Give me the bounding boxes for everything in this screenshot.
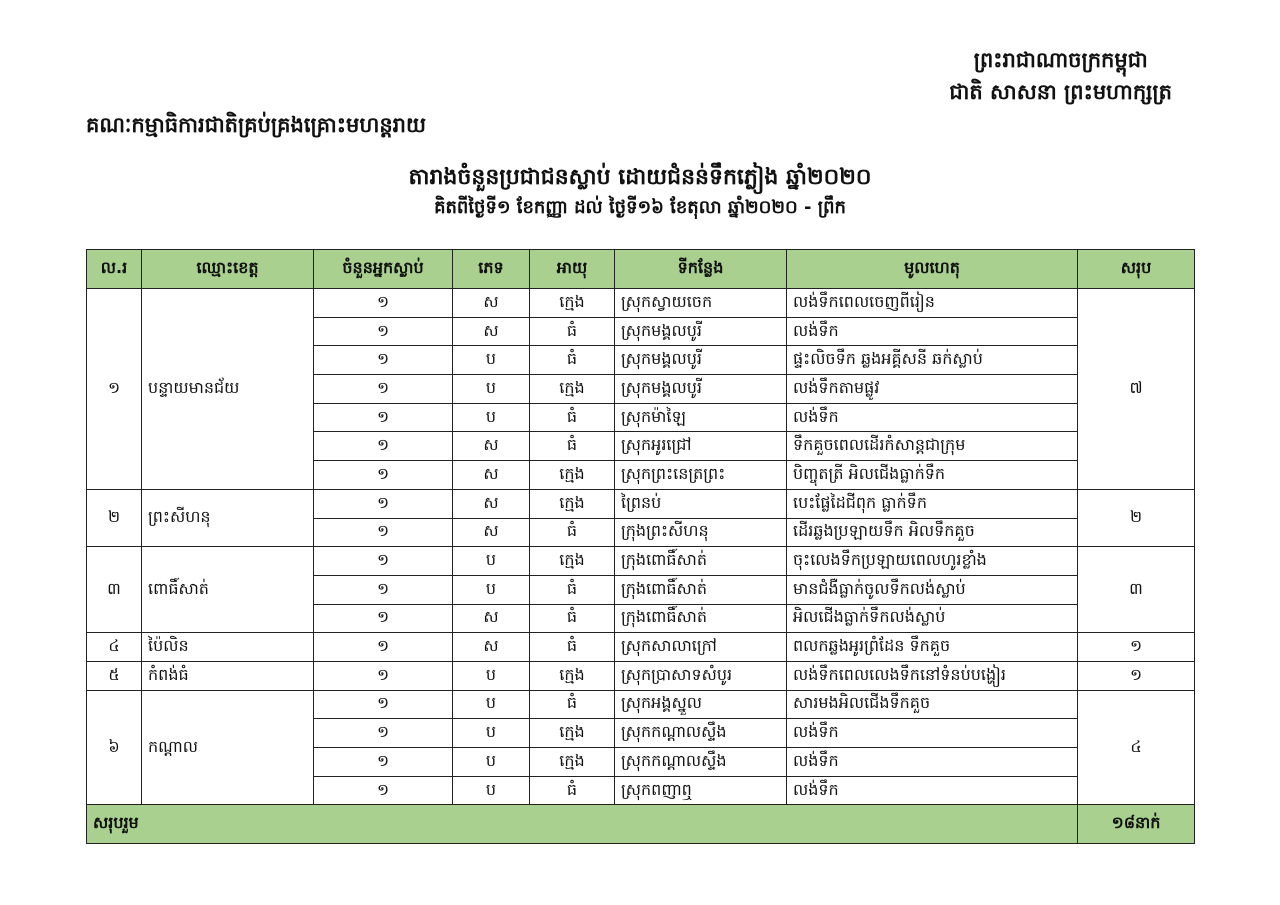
cell-cause: លង់ទឹក [787, 719, 1078, 748]
cell-province: ពោធិ៍សាត់ [142, 547, 314, 633]
cell-age: ក្មេង [530, 375, 615, 404]
col-header-sex: ភេទ [453, 250, 530, 289]
cell-place: ស្រុកពញាឮ [615, 776, 787, 805]
cell-sex: ស [453, 289, 530, 318]
cell-age: ធំ [530, 346, 615, 375]
cell-place: ស្រុកព្រះនេត្រព្រះ [615, 461, 787, 490]
cell-no: ៦ [87, 690, 142, 805]
cell-province: ព្រះសីហនុ [142, 489, 314, 546]
cell-deaths: ១ [314, 575, 453, 604]
cell-age: ក្មេង [530, 289, 615, 318]
col-header-cause: មូលហេតុ [787, 250, 1078, 289]
title-block [0, 162, 1280, 222]
cell-cause: លង់ទឹកពេលលេងទឹកនៅទំនប់បង្ហៀរ [787, 661, 1078, 690]
cell-cause: លង់ទឹក [787, 317, 1078, 346]
cell-age: ធំ [530, 432, 615, 461]
cell-province-total: ១ [1078, 633, 1195, 662]
cell-cause: ទឹកគួចពេលដើរកំសាន្តជាក្រុម [787, 432, 1078, 461]
cell-no: ៤ [87, 633, 142, 662]
casualty-table [86, 249, 1195, 844]
cell-place: ស្រុកកណ្តាលស្ទឹង [615, 719, 787, 748]
kingdom-motto [949, 44, 1172, 108]
cell-place: ក្រុងពោធិ៍សាត់ [615, 547, 787, 576]
cell-age: ធំ [530, 776, 615, 805]
cell-sex: ប [453, 403, 530, 432]
cell-cause: មានជំងឺធ្លាក់ចូលទឹកលង់ស្លាប់ [787, 575, 1078, 604]
cell-sex: ស [453, 317, 530, 346]
cell-province-total: ៣ [1078, 547, 1195, 633]
cell-deaths: ១ [314, 719, 453, 748]
cell-place: ស្រុកមង្គលបូរី [615, 346, 787, 375]
cell-sex: ប [453, 719, 530, 748]
table-row [87, 547, 1195, 576]
grand-total-label: សរុបរួម [87, 805, 1078, 844]
cell-sex: ប [453, 575, 530, 604]
kingdom-line-1: ព្រះរាជាណាចក្រកម្ពុជា [973, 48, 1148, 72]
cell-age: ធំ [530, 633, 615, 662]
cell-cause: អិលជើងធ្លាក់ទឹកលង់ស្លាប់ [787, 604, 1078, 633]
cell-age: ធំ [530, 604, 615, 633]
cell-province: ប៉ៃលិន [142, 633, 314, 662]
cell-province: បន្ទាយមានជ័យ [142, 289, 314, 490]
cell-province-total: ១ [1078, 661, 1195, 690]
cell-sex: ស [453, 461, 530, 490]
cell-deaths: ១ [314, 346, 453, 375]
cell-place: ស្រុកកណ្តាលស្ទឹង [615, 748, 787, 777]
table-header-row [87, 250, 1195, 289]
cell-sex: ស [453, 489, 530, 518]
cell-province-total: ៧ [1078, 289, 1195, 490]
cell-age: ក្មេង [530, 719, 615, 748]
table-row [87, 661, 1195, 690]
cell-place: ក្រុងពោធិ៍សាត់ [615, 604, 787, 633]
cell-age: ក្មេង [530, 748, 615, 777]
cell-sex: ប [453, 661, 530, 690]
cell-age: ក្មេង [530, 461, 615, 490]
cell-no: ៣ [87, 547, 142, 633]
cell-place: ស្រុកប្រាសាទសំបូរ [615, 661, 787, 690]
grand-total-row [87, 805, 1195, 844]
cell-sex: ប [453, 375, 530, 404]
cell-cause: លង់ទឹកពេលចេញពីរៀន [787, 289, 1078, 318]
cell-cause: ពលកឆ្លងអូរព្រំដែន ទឹកគួច [787, 633, 1078, 662]
cell-cause: លង់ទឹកតាមផ្លូវ [787, 375, 1078, 404]
cell-place: ក្រុងពោធិ៍សាត់ [615, 575, 787, 604]
cell-sex: ស [453, 518, 530, 547]
cell-age: ធំ [530, 575, 615, 604]
cell-place: ស្រុកអូរជ្រៅ [615, 432, 787, 461]
cell-sex: ប [453, 547, 530, 576]
cell-deaths: ១ [314, 289, 453, 318]
committee-name: គណៈកម្មាធិការជាតិគ្រប់គ្រងគ្រោះមហន្តរាយ [86, 113, 426, 137]
cell-province: កំពង់ធំ [142, 661, 314, 690]
cell-deaths: ១ [314, 661, 453, 690]
cell-province: កណ្តាល [142, 690, 314, 805]
cell-deaths: ១ [314, 317, 453, 346]
cell-age: ក្មេង [530, 489, 615, 518]
cell-cause: លង់ទឹក [787, 776, 1078, 805]
table-row [87, 633, 1195, 662]
cell-cause: ផ្ទះលិចទឹក ឆ្លងអគ្គីសនី ឆក់ស្លាប់ [787, 346, 1078, 375]
kingdom-line-2: ជាតិ សាសនា ព្រះមហាក្សត្រ [949, 80, 1172, 104]
col-header-deaths: ចំនួនអ្នកស្លាប់ [314, 250, 453, 289]
cell-place: ស្រុកអង្គស្នួល [615, 690, 787, 719]
cell-sex: ស [453, 604, 530, 633]
table-body [87, 289, 1195, 805]
cell-age: ក្មេង [530, 661, 615, 690]
cell-deaths: ១ [314, 604, 453, 633]
cell-age: ធំ [530, 690, 615, 719]
cell-age: ធំ [530, 317, 615, 346]
cell-cause: បេះផ្លែដៃជីពុក ធ្លាក់ទឹក [787, 489, 1078, 518]
cell-age: ធំ [530, 403, 615, 432]
cell-deaths: ១ [314, 748, 453, 777]
cell-place: ស្រុកស្វាយចេក [615, 289, 787, 318]
cell-deaths: ១ [314, 461, 453, 490]
cell-deaths: ១ [314, 375, 453, 404]
cell-sex: ប [453, 776, 530, 805]
cell-cause: ដើរឆ្លងប្រឡាយទឹក អិលទឹកគួច [787, 518, 1078, 547]
cell-place: ស្រុកមង្គលបូរី [615, 317, 787, 346]
col-header-no: ល.រ [87, 250, 142, 289]
table-row [87, 489, 1195, 518]
cell-no: ៥ [87, 661, 142, 690]
cell-place: ស្រុកមង្គលបូរី [615, 375, 787, 404]
document-title: តារាងចំនួនប្រជាជនស្លាប់ ដោយជំនន់ទឹកភ្លៀង ឆ្នាំ២០២០ [408, 165, 872, 190]
cell-cause: បិញ្ចុតត្រី អិលជើងធ្លាក់ទឹក [787, 461, 1078, 490]
document-subtitle: គិតពីថ្ងៃទី១ ខែកញ្ញា ដល់ ថ្ងៃទី១៦ ខែតុលា ឆ្នាំ២០២០ - ព្រឹក [434, 197, 846, 218]
cell-no: ១ [87, 289, 142, 490]
col-header-province: ឈ្មោះខេត្ត [142, 250, 314, 289]
cell-place: ស្រុកសាលាក្រៅ [615, 633, 787, 662]
cell-cause: លង់ទឹក [787, 403, 1078, 432]
col-header-age: អាយុ [530, 250, 615, 289]
cell-province-total: ២ [1078, 489, 1195, 546]
cell-deaths: ១ [314, 547, 453, 576]
cell-sex: ស [453, 432, 530, 461]
cell-deaths: ១ [314, 403, 453, 432]
cell-place: ក្រុងព្រះសីហនុ [615, 518, 787, 547]
cell-deaths: ១ [314, 776, 453, 805]
cell-sex: ប [453, 346, 530, 375]
cell-deaths: ១ [314, 690, 453, 719]
table-row [87, 289, 1195, 318]
grand-total-value: ១៨នាក់ [1078, 805, 1195, 844]
cell-cause: សារមងអិលជើងទឹកគួច [787, 690, 1078, 719]
col-header-place: ទីកន្លែង [615, 250, 787, 289]
cell-deaths: ១ [314, 518, 453, 547]
cell-sex: ប [453, 690, 530, 719]
cell-no: ២ [87, 489, 142, 546]
cell-province-total: ៤ [1078, 690, 1195, 805]
cell-deaths: ១ [314, 633, 453, 662]
cell-sex: ស [453, 633, 530, 662]
table-row [87, 690, 1195, 719]
col-header-total: សរុប [1078, 250, 1195, 289]
cell-cause: លង់ទឹក [787, 748, 1078, 777]
cell-age: ធំ [530, 518, 615, 547]
cell-deaths: ១ [314, 489, 453, 518]
cell-cause: ចុះលេងទឹកប្រឡាយពេលហូរខ្លាំង [787, 547, 1078, 576]
cell-sex: ប [453, 748, 530, 777]
cell-place: ព្រៃនប់ [615, 489, 787, 518]
cell-age: ក្មេង [530, 547, 615, 576]
cell-deaths: ១ [314, 432, 453, 461]
cell-place: ស្រុកម៉ាឡៃ [615, 403, 787, 432]
